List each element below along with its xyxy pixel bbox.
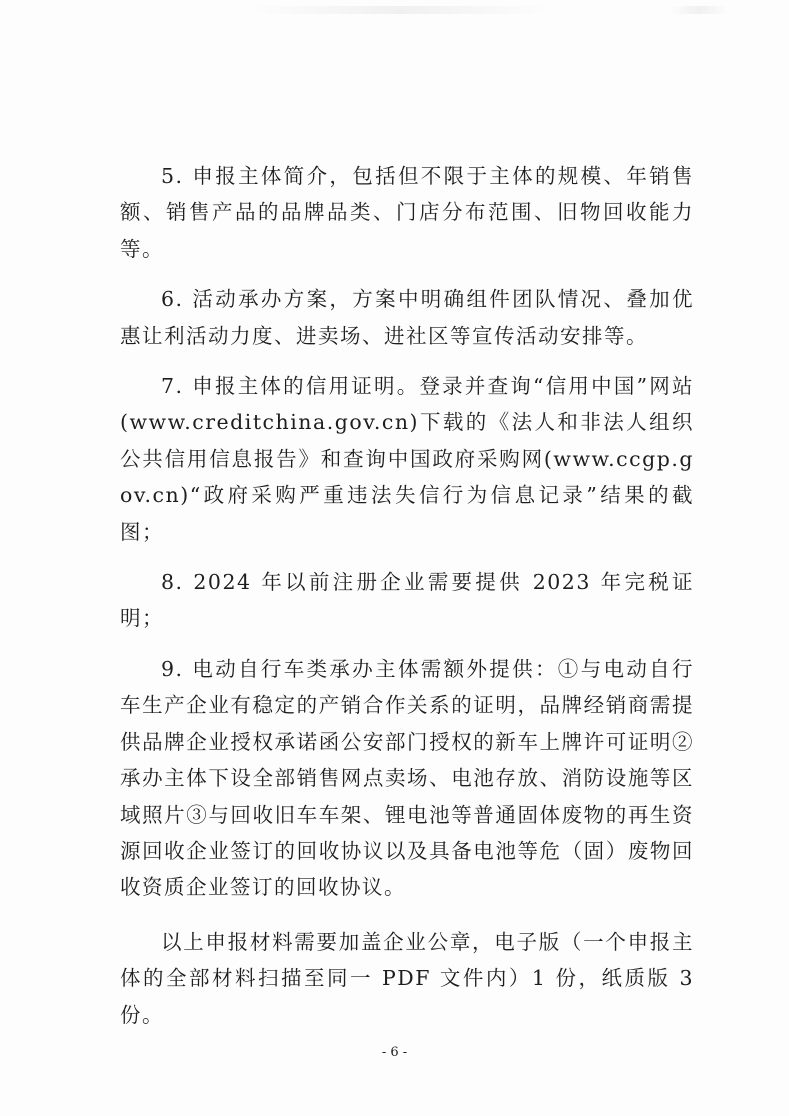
paragraph-item-5: 5. 申报主体简介，包括但不限于主体的规模、年销售额、销售产品的品牌品类、门店分布范围、旧物回收能力等。	[120, 164, 694, 261]
paragraph-summary: 以上申报材料需要加盖企业公章，电子版（一个申报主体的全部材料扫描至同一 PDF 文件内）1 份，纸质版 3 份。	[120, 929, 694, 1027]
paragraph-item-9: 9. 电动自行车类承办主体需额外提供：①与电动自行车生产企业有稳定的产销合作关系的证明，品牌经销商需提供品牌企业授权承诺函公安部门授权的新车上牌许可证明②承办主体下设全部销售网点卖场、电池存放、消防设施等区域照片③与回收旧车车架、锂电池等普通固体废物的再生资源回收企业签订的回收协议以及具备电池等危（固）废物回收资质企业签订的回收协议。	[120, 656, 694, 900]
paragraph-item-7: 7. 申报主体的信用证明。登录并查询“信用中国”网站(www.creditchina.gov.cn)下载的《法人和非法人组织公共信用信息报告》和查询中国政府采购网(www.ccgp.gov.cn)“政府采购严重违法失信行为信息记录”结果的截图；	[120, 374, 694, 544]
document-body	[120, 158, 694, 1033]
page-number: - 6 -	[381, 1045, 408, 1060]
paragraph-item-6: 6. 活动承办方案，方案中明确组件团队情况、叠加优惠让利活动力度、进卖场、进社区等宣传活动安排等。	[120, 287, 694, 348]
scan-header-mark-right	[669, 6, 729, 14]
scan-header-mark	[250, 6, 550, 14]
paragraph-item-8: 8. 2024 年以前注册企业需要提供 2023 年完税证明；	[120, 570, 694, 631]
